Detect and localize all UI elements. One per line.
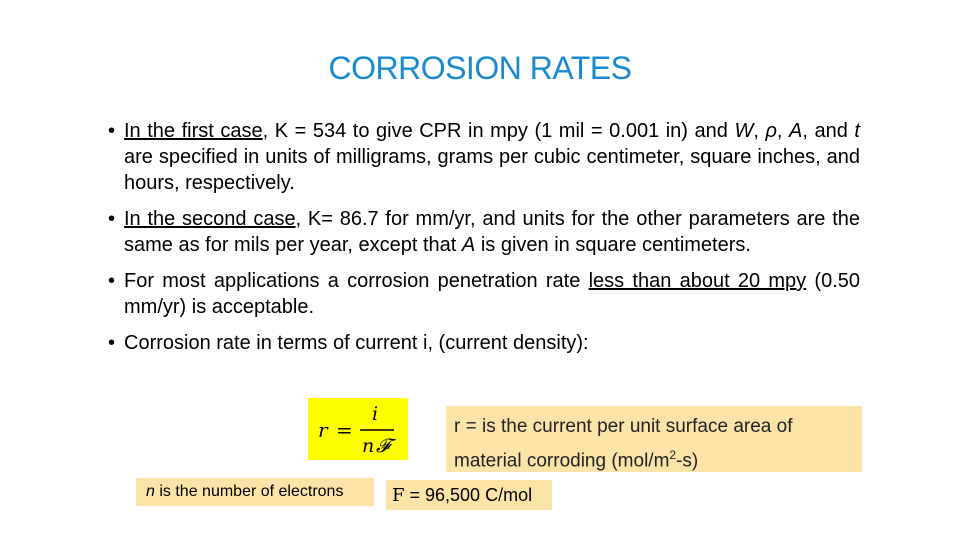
bullet-list [108,118,860,366]
bullet-current-density [108,330,860,356]
faraday-value: = 96,500 C/mol [404,485,533,505]
bullet-text: , [776,120,790,142]
rate-threshold: less than about 20 mpy [588,270,807,292]
bullet-text: Corrosion rate in terms of current i, (current density): [124,332,589,354]
r-definition-sup: 2 [669,448,677,462]
formula-denominator-f: 𝓕 [376,435,391,457]
bullet-text: is given in square centimeters. [475,234,751,256]
r-definition-text: r = is the current per unit surface area of material corroding (mol/m [454,416,793,472]
bullet-text: , K= 86.7 for mm/yr, and units for the other parameters are the same as for mils per year, except that [124,208,861,256]
bullet-text: , and [802,120,855,142]
rate-formula [308,398,408,460]
formula-denominator-n: n [362,435,375,457]
slide-title: CORROSION RATES [328,50,632,86]
bullet-acceptable-rate [108,268,860,320]
bullet-text: For most applications a corrosion penetration rate [124,270,589,292]
first-case-label: In the first case [124,120,263,142]
faraday-symbol: F [392,485,405,506]
var-t: t [854,120,860,142]
second-case-label: In the second case [124,208,296,230]
r-definition-end: -s) [676,450,699,472]
faraday-definition [386,480,552,510]
n-definition [136,478,374,506]
bullet-text: , [753,120,766,142]
bullet-text: , K = 534 to give CPR in mpy (1 mil = 0.001 in) and [262,120,735,142]
n-var: n [146,483,155,500]
n-definition-text: is the number of electrons [154,483,344,500]
formula-lhs: r [318,418,328,442]
var-a: A [789,120,803,142]
formula-numerator: i [371,403,379,425]
var-rho: ρ [765,120,777,142]
bullet-text: are specified in units of milligrams, grams per cubic centimeter, square inches, and hours, respectively. [124,146,860,194]
var-a: A [461,234,476,256]
r-definition [446,406,862,472]
bullet-text: (0.50 mm/yr) is acceptable. [124,270,861,318]
formula-equals: = [336,418,353,442]
bullet-second-case [108,206,860,258]
var-w: W [734,120,754,142]
bullet-first-case [108,118,860,196]
